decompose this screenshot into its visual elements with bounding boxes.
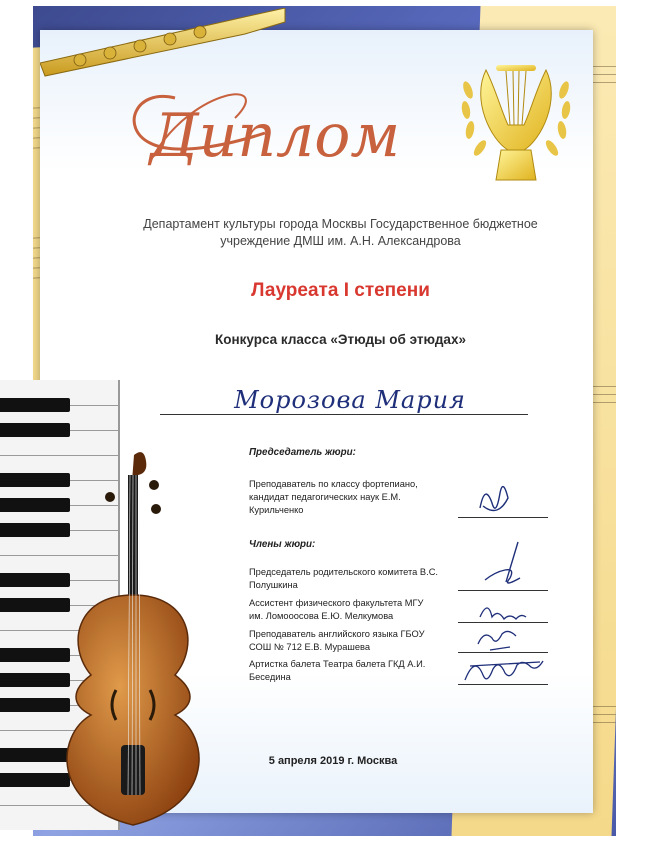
jury-member: Артистка балета Театра балета ГКД А.И. Беседина: [249, 659, 426, 683]
contest-name: Конкурса класса «Этюды об этюдах»: [215, 332, 466, 347]
jury-member: Преподаватель английского языка ГБОУ СОШ № 712 Е.В. Мурашева: [249, 629, 425, 653]
jury-members-heading: Члены жюри:: [249, 539, 316, 550]
department-text: Департамент культуры города Москвы Государственное бюджетное учреждение ДМШ им. А.Н. Александрова: [143, 217, 538, 248]
award-title: Лауреата I степени: [251, 280, 430, 301]
signature-icon: [480, 540, 540, 592]
jury-member: Председатель родительского комитета В.С. Полушкина: [249, 567, 439, 591]
violin-icon: [36, 445, 206, 835]
jury-member: Ассистент физического факультета МГУ им. Ломооосова Е.Ю. Мелкумова: [249, 598, 424, 622]
date-place: 5 апреля 2019 г. Москва: [268, 755, 398, 767]
lyre-icon: [456, 50, 576, 190]
jury-chair-heading: Председатель жюри:: [249, 447, 356, 458]
signature-icon: [475, 595, 535, 627]
recipient-line: [160, 414, 528, 415]
jury-chair: Преподаватель по классу фортепиано, кандидат педагогических наук Е.М. Курильченко: [249, 479, 418, 516]
signature-icon: [470, 478, 520, 523]
diploma-title: [115, 58, 445, 178]
recipient-name: Морозова Мария: [234, 386, 466, 414]
signature-icon: [460, 652, 550, 690]
svg-text:Диплом: Диплом: [149, 101, 401, 171]
